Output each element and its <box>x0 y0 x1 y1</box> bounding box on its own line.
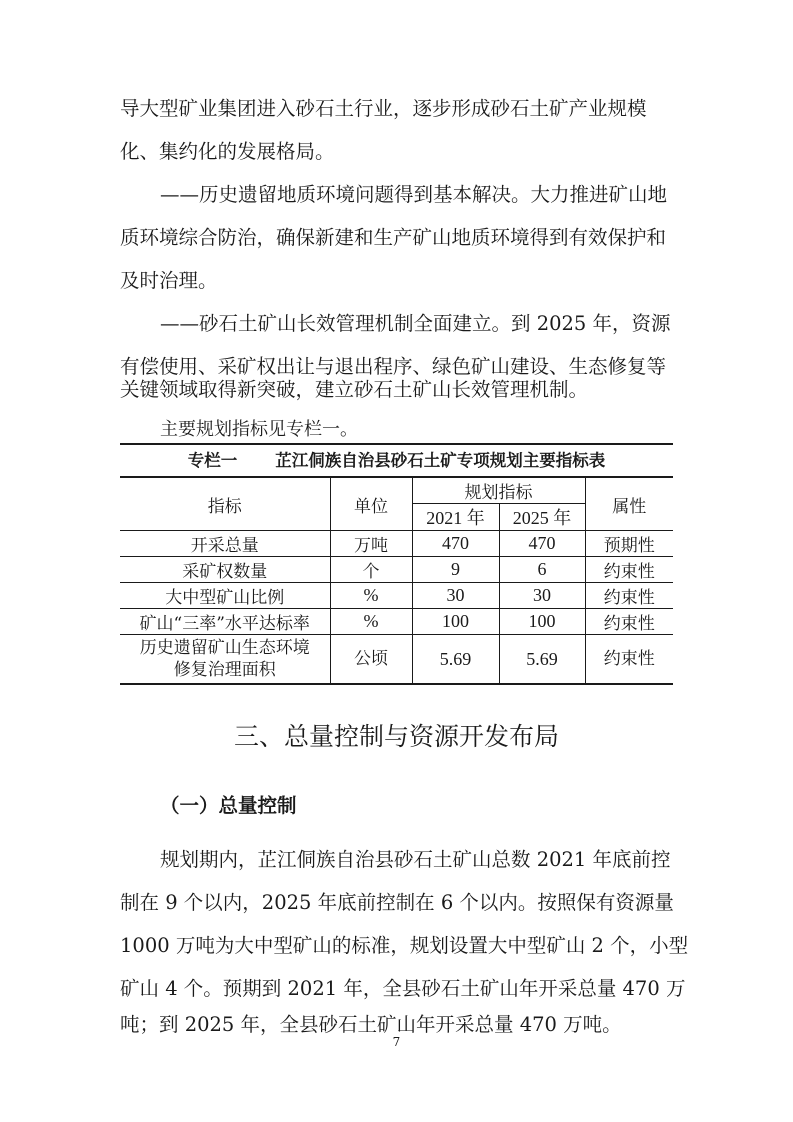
cell-2021: 100 <box>412 609 499 635</box>
indicator-table <box>120 443 673 685</box>
page-number: 7 <box>392 1035 401 1049</box>
cell-unit: 公顷 <box>330 635 412 685</box>
paragraph-line: 有偿使用、采矿权出让与退出程序、绿色矿山建设、生态修复等 <box>120 355 667 378</box>
cell-indicator: 矿山“三率”水平达标率 <box>120 609 330 635</box>
cell-indicator: 采矿权数量 <box>120 557 330 583</box>
table-row <box>120 583 673 609</box>
table-caption: 主要规划指标见专栏一。 <box>160 419 358 440</box>
table-row <box>120 531 673 557</box>
header-unit: 单位 <box>330 478 412 531</box>
cell-2025: 5.69 <box>499 635 585 685</box>
cell-indicator <box>120 635 330 685</box>
cell-2025: 30 <box>499 583 585 609</box>
paragraph-line: 质环境综合防治，确保新建和生产矿山地质环境得到有效保护和 <box>120 226 667 249</box>
cell-attribute: 约束性 <box>585 609 673 635</box>
paragraph-line: 吨；到 2025 年，全县砂石土矿山年开采总量 470 万吨。 <box>120 1013 622 1036</box>
paragraph-line: 关键领域取得新突破，建立砂石土矿山长效管理机制。 <box>120 378 589 401</box>
paragraph-line: 1000 万吨为大中型矿山的标准，规划设置大中型矿山 2 个，小型 <box>120 934 689 957</box>
paragraph-line: 制在 9 个以内，2025 年底前控制在 6 个以内。按照保有资源量 <box>120 891 674 914</box>
paragraph-line: 导大型矿业集团进入砂石土行业，逐步形成砂石土矿产业规模 <box>120 97 647 120</box>
paragraph-line: 规划期内，芷江侗族自治县砂石土矿山总数 2021 年底前控 <box>160 848 671 871</box>
table-title-label: 专栏一 <box>187 451 238 470</box>
header-planning: 规划指标 <box>412 478 585 504</box>
cell-indicator-line: 历史遗留矿山生态环境 <box>139 638 310 658</box>
cell-indicator: 大中型矿山比例 <box>120 583 330 609</box>
table-title <box>120 443 673 477</box>
header-year-2021: 2021 年 <box>412 504 499 531</box>
cell-attribute: 约束性 <box>585 635 673 685</box>
cell-attribute: 预期性 <box>585 531 673 557</box>
table-grid <box>120 477 673 685</box>
cell-attribute: 约束性 <box>585 583 673 609</box>
cell-2021: 30 <box>412 583 499 609</box>
paragraph-line: 矿山 4 个。预期到 2021 年，全县砂石土矿山年开采总量 470 万 <box>120 977 686 1000</box>
cell-unit: % <box>330 609 412 635</box>
cell-2025: 6 <box>499 557 585 583</box>
paragraph-line: 及时治理。 <box>120 269 218 292</box>
cell-2021: 5.69 <box>412 635 499 685</box>
table-row <box>120 609 673 635</box>
header-attribute: 属性 <box>585 478 673 531</box>
paragraph-line: ——历史遗留地质环境问题得到基本解决。大力推进矿山地 <box>160 183 668 206</box>
table-title-text: 芷江侗族自治县砂石土矿专项规划主要指标表 <box>275 451 606 470</box>
table-row <box>120 635 673 685</box>
paragraph-line: ——砂石土矿山长效管理机制全面建立。到 2025 年，资源 <box>160 312 671 335</box>
section-title: 三、总量控制与资源开发布局 <box>233 722 559 751</box>
paragraph-line: 化、集约化的发展格局。 <box>120 140 335 163</box>
cell-indicator: 开采总量 <box>120 531 330 557</box>
cell-unit: 个 <box>330 557 412 583</box>
header-indicator: 指标 <box>120 478 330 531</box>
header-year-2025: 2025 年 <box>499 504 585 531</box>
cell-2021: 470 <box>412 531 499 557</box>
subsection-title: （一）总量控制 <box>160 794 297 817</box>
cell-2021: 9 <box>412 557 499 583</box>
cell-attribute: 约束性 <box>585 557 673 583</box>
cell-2025: 100 <box>499 609 585 635</box>
cell-indicator-line: 修复治理面积 <box>173 660 276 680</box>
cell-unit: 万吨 <box>330 531 412 557</box>
cell-2025: 470 <box>499 531 585 557</box>
table-row <box>120 557 673 583</box>
cell-unit: % <box>330 583 412 609</box>
